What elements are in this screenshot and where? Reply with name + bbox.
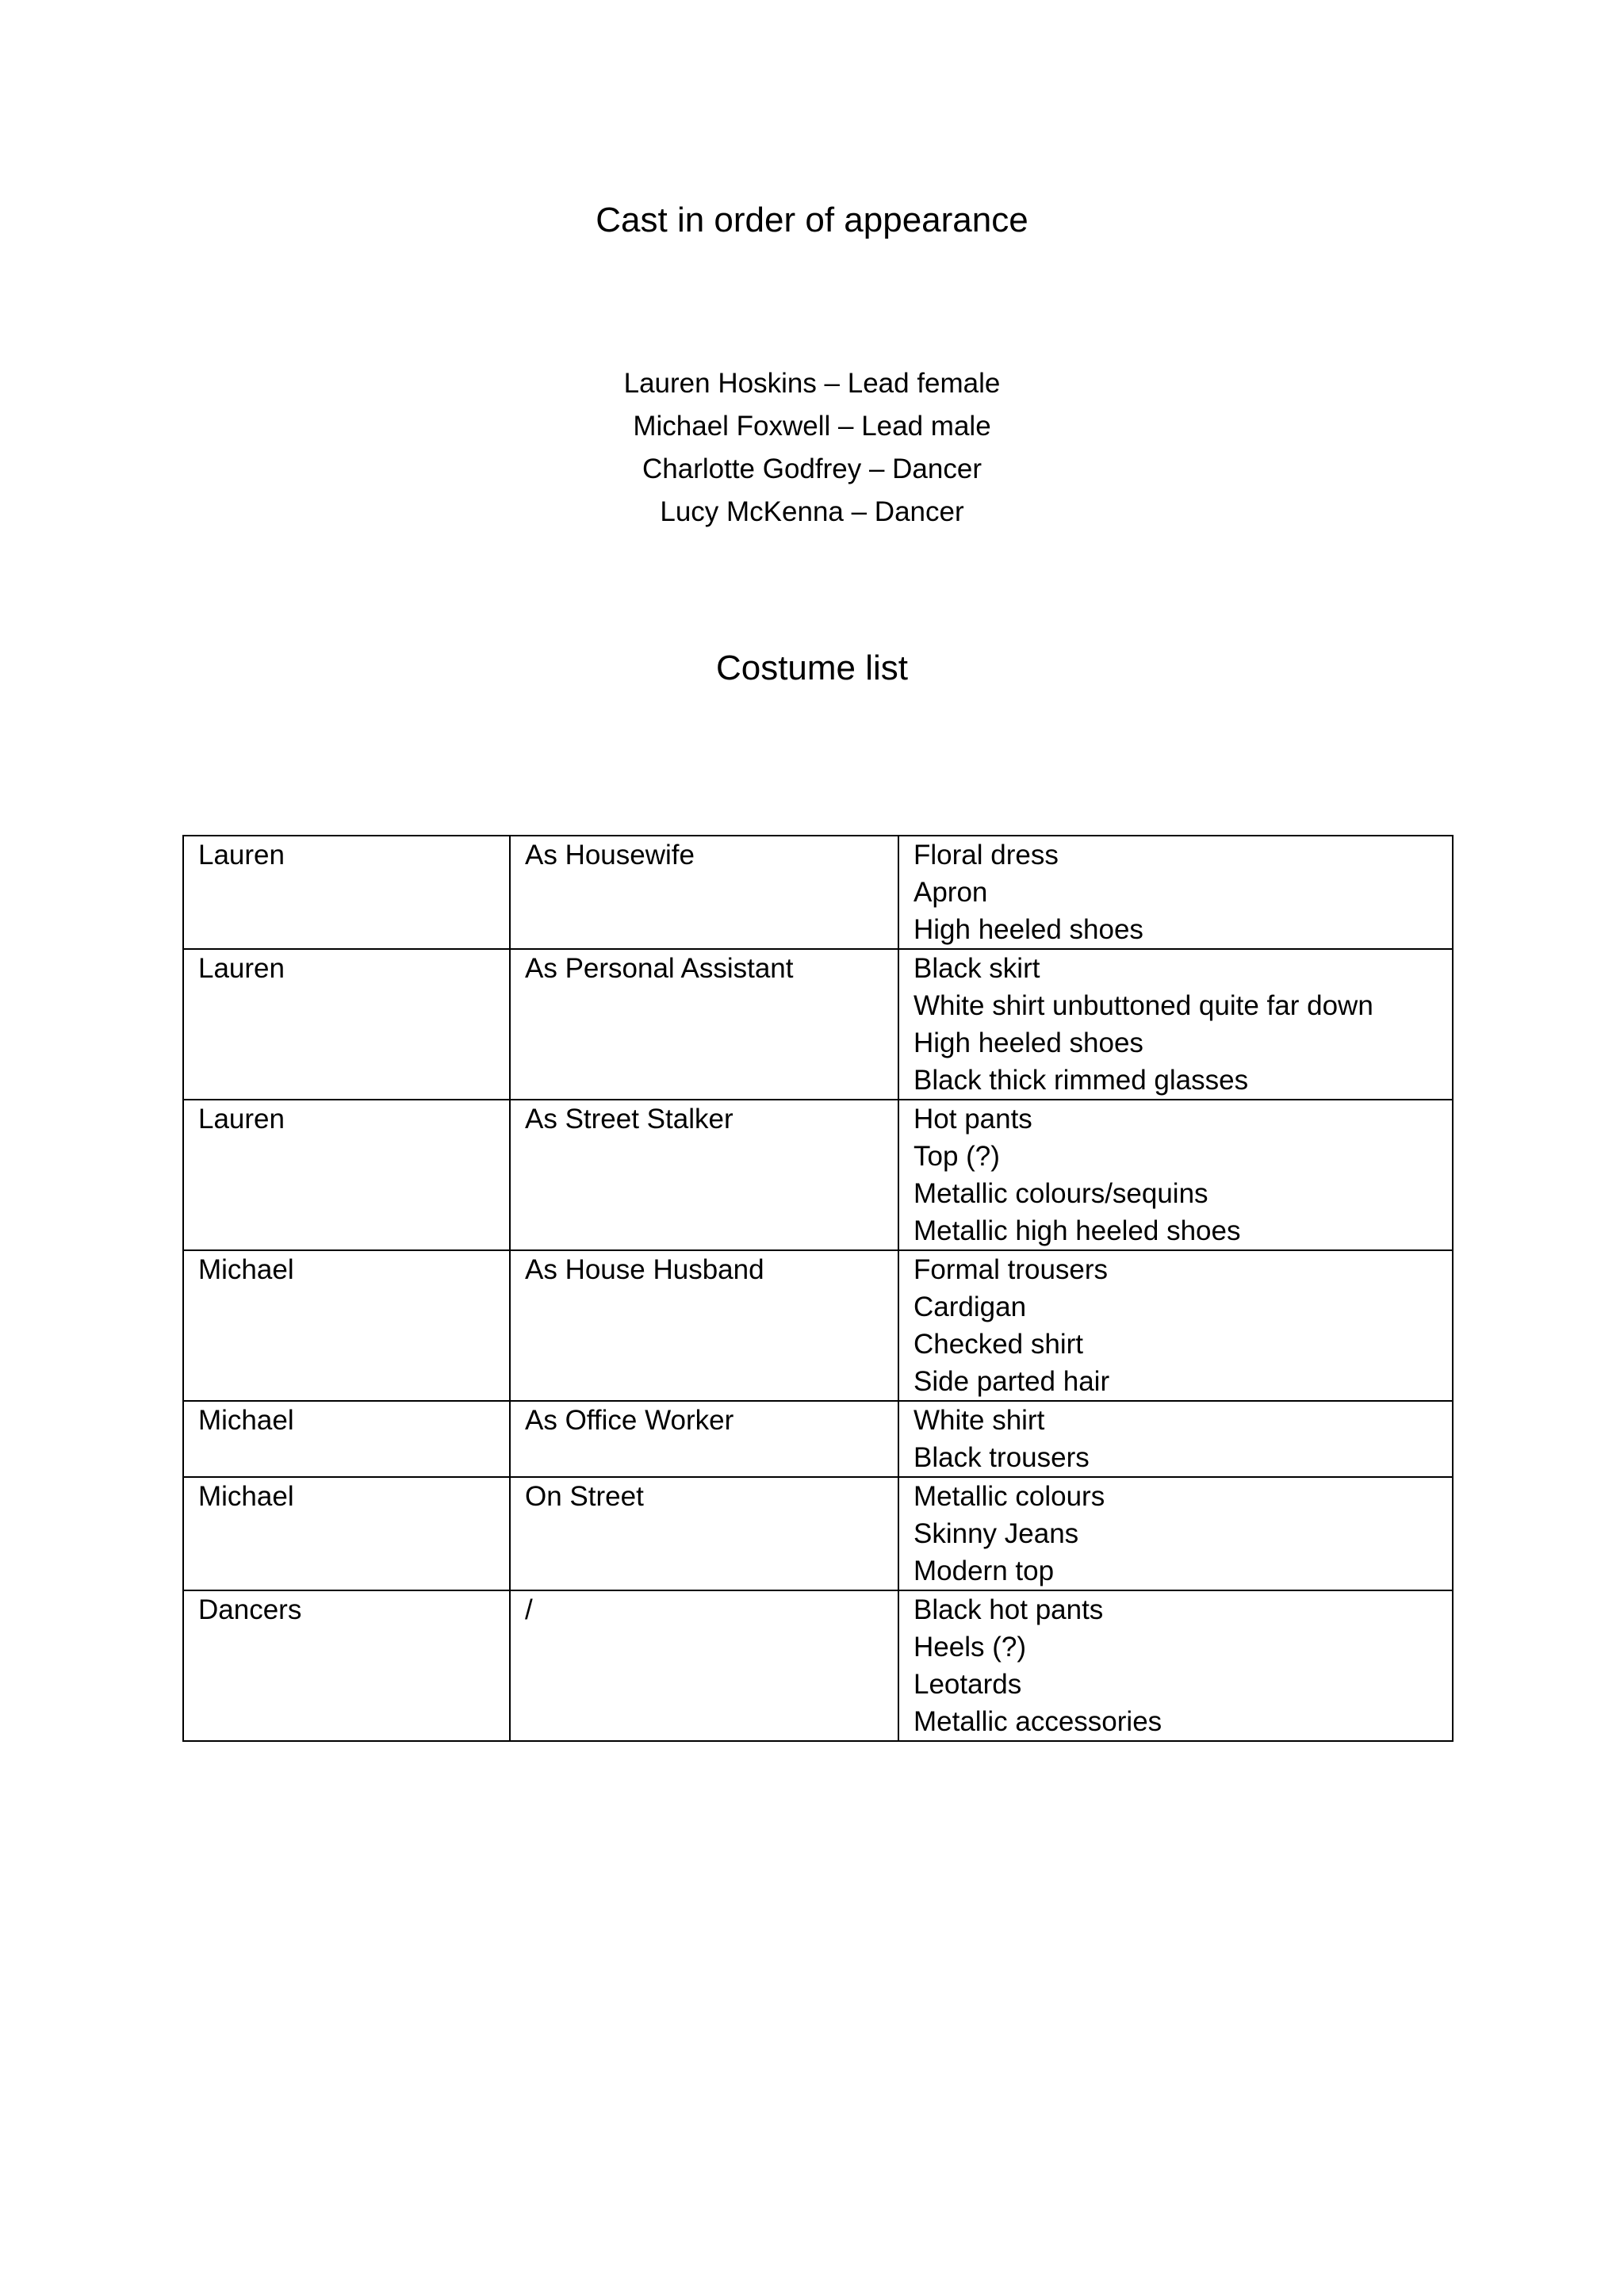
role-cell: As Housewife	[510, 836, 898, 949]
costume-item: White shirt	[914, 1405, 1045, 1436]
role-cell: As Street Stalker	[510, 1100, 898, 1250]
costume-item: Side parted hair	[914, 1366, 1110, 1397]
costume-item: Black hot pants	[914, 1594, 1104, 1625]
costume-item: Apron	[914, 877, 988, 908]
role-cell: On Street	[510, 1477, 898, 1590]
costume-items-cell	[898, 836, 1453, 949]
costume-item: Floral dress	[914, 840, 1059, 871]
costume-item: Cardigan	[914, 1292, 1027, 1322]
costume-item: Checked shirt	[914, 1329, 1083, 1360]
costume-item: White shirt unbuttoned quite far down	[914, 990, 1373, 1021]
table-row	[183, 836, 1453, 949]
costume-items-cell	[898, 1590, 1453, 1741]
table-row	[183, 1250, 1453, 1401]
table-row	[183, 949, 1453, 1100]
costume-table	[182, 835, 1454, 1742]
costume-item: Skinny Jeans	[914, 1518, 1079, 1549]
character-cell: Lauren	[183, 949, 510, 1100]
table-row	[183, 1401, 1453, 1477]
costume-item: Metallic accessories	[914, 1706, 1162, 1737]
role-cell: As Office Worker	[510, 1401, 898, 1477]
costume-item: Hot pants	[914, 1104, 1032, 1135]
costume-item: Top (?)	[914, 1141, 1000, 1172]
table-row	[183, 1100, 1453, 1250]
costume-item: Metallic high heeled shoes	[914, 1215, 1241, 1246]
cast-member: Lauren Hoskins – Lead female	[623, 368, 1001, 399]
character-cell: Michael	[183, 1250, 510, 1401]
costume-item: Formal trousers	[914, 1254, 1109, 1285]
cast-member: Michael Foxwell – Lead male	[633, 411, 991, 442]
costume-items-cell	[898, 1477, 1453, 1590]
costume-items-cell	[898, 1100, 1453, 1250]
costume-item: Black thick rimmed glasses	[914, 1065, 1249, 1096]
cast-member: Lucy McKenna – Dancer	[660, 496, 964, 527]
table-row	[183, 1590, 1453, 1741]
costume-list-title: Costume list	[715, 649, 909, 687]
character-cell: Michael	[183, 1477, 510, 1590]
character-cell: Dancers	[183, 1590, 510, 1741]
costume-item: High heeled shoes	[914, 1027, 1143, 1058]
costume-items-cell	[898, 1250, 1453, 1401]
character-cell: Michael	[183, 1401, 510, 1477]
costume-item: Metallic colours	[914, 1481, 1105, 1512]
character-cell: Lauren	[183, 1100, 510, 1250]
role-cell: As House Husband	[510, 1250, 898, 1401]
costume-item: Leotards	[914, 1669, 1022, 1700]
role-cell: As Personal Assistant	[510, 949, 898, 1100]
cast-list	[0, 362, 1624, 534]
costume-item: Metallic colours/sequins	[914, 1178, 1208, 1209]
table-row	[183, 1477, 1453, 1590]
cast-member: Charlotte Godfrey – Dancer	[642, 453, 982, 484]
costume-item: High heeled shoes	[914, 914, 1143, 945]
costume-item: Black trousers	[914, 1442, 1090, 1473]
costume-items-cell	[898, 949, 1453, 1100]
costume-item: Modern top	[914, 1556, 1055, 1586]
character-cell: Lauren	[183, 836, 510, 949]
costume-item: Black skirt	[914, 953, 1040, 984]
costume-item: Heels (?)	[914, 1632, 1026, 1663]
cast-title: Cast in order of appearance	[596, 201, 1028, 239]
costume-items-cell	[898, 1401, 1453, 1477]
role-cell: /	[510, 1590, 898, 1741]
